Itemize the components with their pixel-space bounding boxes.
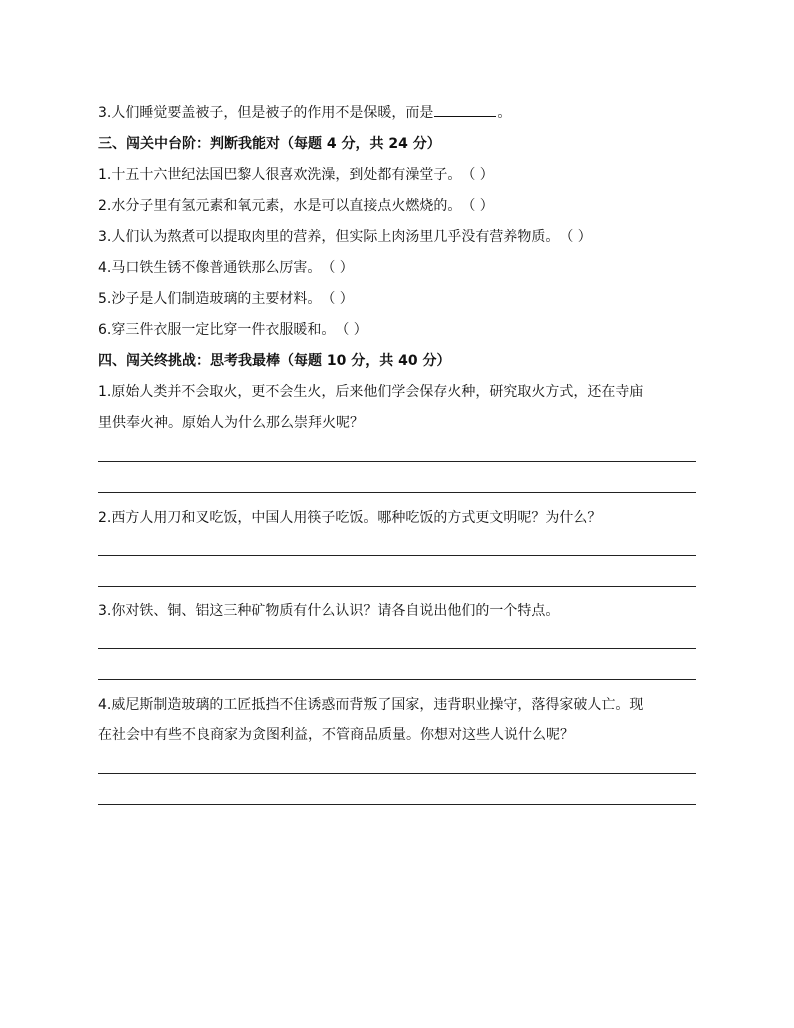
answer-parentheses[interactable]: （ ） (335, 322, 368, 338)
answer-parentheses[interactable]: （ ） (461, 198, 494, 214)
essay-question-3: 3.你对铁、铜、铝这三种矿物质有什么认识？请各自说出他们的一个特点。 (98, 603, 560, 619)
answer-line[interactable] (98, 773, 696, 774)
answer-parentheses[interactable]: （ ） (321, 291, 354, 307)
section-4-title: 四、闯关终挑战：思考我最棒（每题 10 分，共 40 分） (98, 353, 451, 369)
section-3-title: 三、闯关中台阶：判断我能对（每题 4 分，共 24 分） (98, 136, 441, 152)
essay-question-4-line-2: 在社会中有些不良商家为贪图利益，不管商品质量。你想对这些人说什么呢？ (98, 727, 574, 743)
essay-question-1-line-1: 1.原始人类并不会取火，更不会生火，后来他们学会保存火种，研究取火方式，还在寺庙 (98, 384, 644, 400)
judge-item-1 (98, 166, 494, 184)
judge-item-5 (98, 290, 354, 308)
judge-item-3 (98, 228, 592, 246)
answer-line[interactable] (98, 555, 696, 556)
answer-line[interactable] (98, 492, 696, 493)
judge-item-text: 4.马口铁生锈不像普通铁那么厉害。 (98, 260, 322, 276)
question-text-end: 。 (497, 105, 512, 121)
judge-item-text: 2.水分子里有氢元素和氧元素，水是可以直接点火燃烧的。 (98, 198, 462, 214)
fill-blank-question-3 (98, 104, 511, 122)
judge-item-text: 6.穿三件衣服一定比穿一件衣服暖和。 (98, 322, 336, 338)
answer-blank[interactable] (434, 104, 496, 117)
answer-line[interactable] (98, 648, 696, 649)
judge-item-text: 5.沙子是人们制造玻璃的主要材料。 (98, 291, 322, 307)
answer-line[interactable] (98, 586, 696, 587)
essay-question-2: 2.西方人用刀和叉吃饭，中国人用筷子吃饭。哪种吃饭的方式更文明呢？为什么？ (98, 510, 602, 526)
question-text: 3.人们睡觉要盖被子，但是被子的作用不是保暖，而是 (98, 105, 434, 121)
judge-item-text: 1.十五十六世纪法国巴黎人很喜欢洗澡，到处都有澡堂子。 (98, 167, 462, 183)
answer-parentheses[interactable]: （ ） (321, 260, 354, 276)
judge-item-2 (98, 197, 494, 215)
essay-question-4-line-1: 4.威尼斯制造玻璃的工匠抵挡不住诱惑而背叛了国家，违背职业操守，落得家破人亡。现 (98, 697, 644, 713)
judge-item-4 (98, 259, 354, 277)
judge-item-text: 3.人们认为熬煮可以提取肉里的营养，但实际上肉汤里几乎没有营养物质。 (98, 229, 560, 245)
answer-line[interactable] (98, 804, 696, 805)
judge-item-6 (98, 321, 368, 339)
answer-line[interactable] (98, 461, 696, 462)
answer-parentheses[interactable]: （ ） (461, 167, 494, 183)
answer-line[interactable] (98, 679, 696, 680)
answer-parentheses[interactable]: （ ） (559, 229, 592, 245)
essay-question-1-line-2: 里供奉火神。原始人为什么那么崇拜火呢？ (98, 415, 364, 431)
